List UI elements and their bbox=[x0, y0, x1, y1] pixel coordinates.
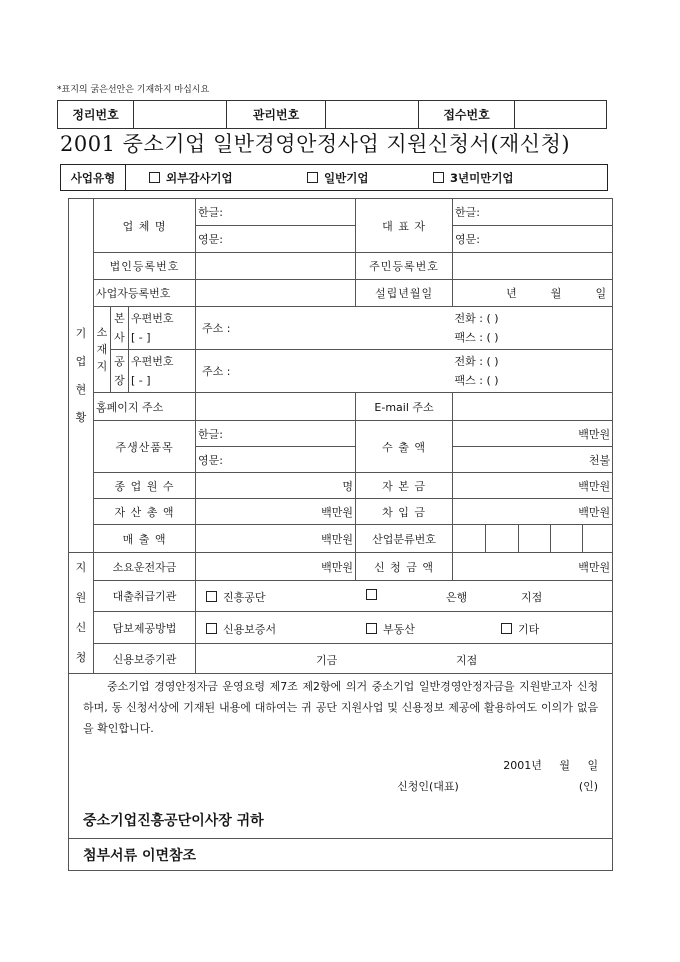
field-rep-eng[interactable]: 영문: bbox=[453, 226, 613, 253]
field-hq-contact[interactable] bbox=[453, 307, 613, 350]
label-est-date: 설립년월일 bbox=[356, 280, 453, 307]
branch-unit: 지점 bbox=[521, 591, 543, 604]
option-external-audit[interactable] bbox=[149, 170, 233, 186]
option-label: 3년미만기업 bbox=[450, 170, 514, 185]
field-corp-reg-no[interactable] bbox=[196, 253, 356, 280]
section-company-status: 기업현황 bbox=[69, 199, 94, 553]
label-industry-code: 산업분류번호 bbox=[356, 525, 453, 553]
field-employees[interactable]: 명 bbox=[196, 473, 356, 499]
label-company-name: 업 체 명 bbox=[94, 199, 196, 253]
checkbox-icon bbox=[307, 172, 318, 183]
label-hq: 본사 bbox=[111, 307, 129, 350]
label-representative: 대 표 자 bbox=[356, 199, 453, 253]
label-resident-reg-no: 주민등록번호 bbox=[356, 253, 453, 280]
label-biz-reg-no: 사업자등록번호 bbox=[94, 280, 196, 307]
label-file-number: 정리번호 bbox=[58, 101, 134, 128]
field-factory-address[interactable]: 주소 : bbox=[196, 350, 453, 393]
checkbox-icon bbox=[366, 623, 377, 634]
fax-label: 팩스 : ( ) bbox=[454, 374, 499, 387]
phone-label: 전화 : ( ) bbox=[454, 355, 499, 368]
fund-unit: 기금 bbox=[316, 654, 338, 667]
attachments-note: 첨부서류 이면참조 bbox=[69, 839, 613, 871]
industry-code-box[interactable] bbox=[519, 525, 551, 553]
collateral-options bbox=[196, 612, 613, 644]
declaration-text: 중소기업 경영안정자금 운영요령 제7조 제2항에 의거 중소기업 일반경영안정자금을 지원받고자 신청하며, 동 신청서상에 기재된 내용에 대하여는 귀 공단 지원사업 및 신용정보 제공에 활용하여도 이의가 없음을 확인합니다. bbox=[83, 680, 599, 735]
field-export-krw[interactable]: 백만원 bbox=[453, 421, 613, 447]
label-export: 수 출 액 bbox=[356, 421, 453, 473]
option-real-estate[interactable] bbox=[366, 621, 415, 637]
field-receipt-number[interactable] bbox=[515, 101, 606, 128]
option-label: 신용보증서 bbox=[223, 623, 277, 636]
checkbox-icon bbox=[366, 589, 377, 600]
field-resident-reg-no[interactable] bbox=[453, 253, 613, 280]
field-rep-kor[interactable]: 한글: bbox=[453, 199, 613, 226]
field-company-name-eng[interactable]: 영문: bbox=[196, 226, 356, 253]
phone-label: 전화 : ( ) bbox=[454, 312, 499, 325]
field-borrowings[interactable]: 백만원 bbox=[453, 499, 613, 525]
field-export-usd[interactable]: 천불 bbox=[453, 447, 613, 473]
checkbox-icon bbox=[501, 623, 512, 634]
label-location: 소재지 bbox=[94, 307, 111, 393]
field-factory-postal[interactable] bbox=[129, 350, 196, 393]
field-working-capital[interactable]: 백만원 bbox=[196, 553, 356, 581]
day-unit: 일 bbox=[595, 287, 607, 300]
checkbox-icon bbox=[433, 172, 444, 183]
checkbox-icon bbox=[206, 591, 217, 602]
applicant-label: 신청인(대표) bbox=[397, 780, 459, 793]
option-other[interactable] bbox=[501, 621, 539, 637]
option-credit-guarantee[interactable] bbox=[206, 621, 276, 637]
label-borrowings: 차 입 금 bbox=[356, 499, 453, 525]
addressee: 중소기업진흥공단이사장 귀하 bbox=[83, 813, 264, 829]
field-biz-reg-no[interactable] bbox=[196, 280, 356, 307]
field-file-number[interactable] bbox=[134, 101, 227, 128]
label-guarantee-institution: 신용보증기관 bbox=[94, 644, 196, 674]
label-request-amount: 신 청 금 액 bbox=[356, 553, 453, 581]
lending-options bbox=[196, 581, 613, 612]
label-employees: 종 업 원 수 bbox=[94, 473, 196, 499]
industry-code-box[interactable] bbox=[453, 525, 486, 553]
business-type-row bbox=[60, 164, 608, 191]
label-corp-reg-no: 법인등록번호 bbox=[94, 253, 196, 280]
fax-label: 팩스 : ( ) bbox=[454, 331, 499, 344]
industry-code-box[interactable] bbox=[551, 525, 583, 553]
application-date[interactable]: 2001년 월 일 bbox=[503, 759, 599, 772]
checkbox-icon bbox=[149, 172, 160, 183]
field-email[interactable] bbox=[453, 393, 613, 421]
label-total-assets: 자 산 총 액 bbox=[94, 499, 196, 525]
option-label: 부동산 bbox=[383, 623, 415, 636]
field-product-kor[interactable]: 한글: bbox=[196, 421, 356, 447]
form-title: 2001 중소기업 일반경영안정사업 지원신청서(재신청) bbox=[60, 132, 571, 156]
field-request-amount[interactable]: 백만원 bbox=[453, 553, 613, 581]
office-use-box bbox=[57, 100, 607, 129]
field-management-number[interactable] bbox=[326, 101, 419, 128]
field-hq-address[interactable]: 주소 : bbox=[196, 307, 453, 350]
industry-code-box[interactable] bbox=[486, 525, 519, 553]
label-capital: 자 본 금 bbox=[356, 473, 453, 499]
label-factory: 공장 bbox=[111, 350, 129, 393]
field-guarantee-institution[interactable] bbox=[196, 644, 613, 674]
label-sales: 매 출 액 bbox=[94, 525, 196, 553]
checkbox-icon bbox=[206, 623, 217, 634]
field-company-name-kor[interactable]: 한글: bbox=[196, 199, 356, 226]
option-label: 기타 bbox=[518, 623, 540, 636]
option-bank[interactable] bbox=[366, 589, 383, 602]
label-management-number: 관리번호 bbox=[227, 101, 326, 128]
option-sbc[interactable] bbox=[206, 589, 266, 605]
business-type-label: 사업유형 bbox=[61, 165, 126, 190]
branch-unit: 지점 bbox=[456, 654, 478, 667]
year-unit: 년 bbox=[506, 287, 517, 300]
label-receipt-number: 접수번호 bbox=[419, 101, 515, 128]
section-support-request: 지원신청 bbox=[69, 553, 94, 674]
option-label: 진흥공단 bbox=[223, 591, 266, 604]
label-homepage: 홈페이지 주소 bbox=[94, 393, 196, 421]
postal-label: 우편번호 bbox=[131, 355, 174, 368]
field-product-eng[interactable]: 영문: bbox=[196, 447, 356, 473]
bank-unit: 은행 bbox=[446, 591, 468, 604]
option-general[interactable] bbox=[307, 170, 368, 186]
label-email: E-mail 주소 bbox=[356, 393, 453, 421]
label-working-capital: 소요운전자금 bbox=[94, 553, 196, 581]
field-sales[interactable]: 백만원 bbox=[196, 525, 356, 553]
option-label: 일반기업 bbox=[324, 170, 369, 185]
application-table bbox=[68, 198, 613, 871]
field-total-assets[interactable]: 백만원 bbox=[196, 499, 356, 525]
declaration-block bbox=[69, 674, 613, 839]
seal-label: (인) bbox=[578, 780, 599, 793]
option-label: 외부감사기업 bbox=[166, 170, 233, 185]
postal-format: [ - ] bbox=[131, 374, 151, 387]
field-homepage[interactable] bbox=[196, 393, 356, 421]
label-main-product: 주생산품목 bbox=[94, 421, 196, 473]
field-factory-contact[interactable] bbox=[453, 350, 613, 393]
instruction-note: *표지의 굵은선안은 기재하지 마십시요 bbox=[57, 85, 210, 95]
field-capital[interactable]: 백만원 bbox=[453, 473, 613, 499]
month-unit: 월 bbox=[550, 287, 562, 300]
label-lending-institution: 대출취급기관 bbox=[94, 581, 196, 612]
industry-code-box[interactable] bbox=[583, 525, 613, 553]
field-hq-postal[interactable] bbox=[129, 307, 196, 350]
label-collateral-method: 담보제공방법 bbox=[94, 612, 196, 644]
option-under-3-years[interactable] bbox=[433, 170, 514, 186]
field-est-date[interactable] bbox=[453, 280, 613, 307]
postal-format: [ - ] bbox=[131, 331, 151, 344]
postal-label: 우편번호 bbox=[131, 312, 174, 325]
